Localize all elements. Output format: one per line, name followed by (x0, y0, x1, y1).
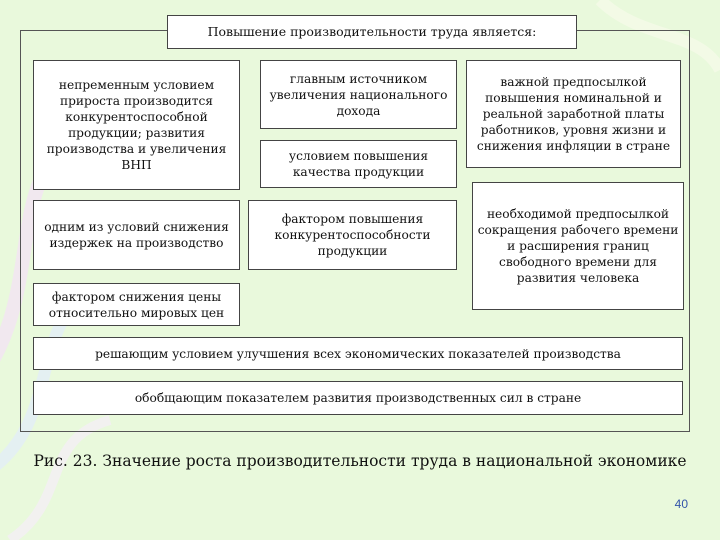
box-cost-reduction: одним из условий снижения издержек на производство (33, 200, 240, 270)
box-general-indicator: обобщающим показателем развития производственных сил в стране (33, 381, 683, 415)
box-working-time: необходимой предпосылкой сокращения рабочего времени и расширения границ свободного времени для развития человека (472, 182, 684, 310)
box-main-source: главным источником увеличения национального дохода (260, 60, 457, 129)
box-competitiveness-factor: фактором повышения конкурентоспособности продукции (248, 200, 457, 270)
box-price-reduction: фактором снижения цены относительно мировых цен (33, 283, 240, 326)
box-decisive-condition: решающим условием улучшения всех экономических показателей производства (33, 337, 683, 370)
diagram-title: Повышение производительности труда является: (167, 15, 577, 49)
box-wage-prerequisite: важной предпосылкой повышения номинальной и реальной заработной платы работников, уровня жизни и снижения инфляции в стране (466, 60, 681, 168)
box-prerequisite-condition: непременным условием прироста производится конкурентоспособной продукции; развития производства и увеличения ВНП (33, 60, 240, 190)
box-quality-condition: условием повышения качества продукции (260, 140, 457, 188)
page-number: 40 (674, 497, 688, 511)
figure-caption: Рис. 23. Значение роста производительности труда в национальной экономике (33, 452, 687, 470)
